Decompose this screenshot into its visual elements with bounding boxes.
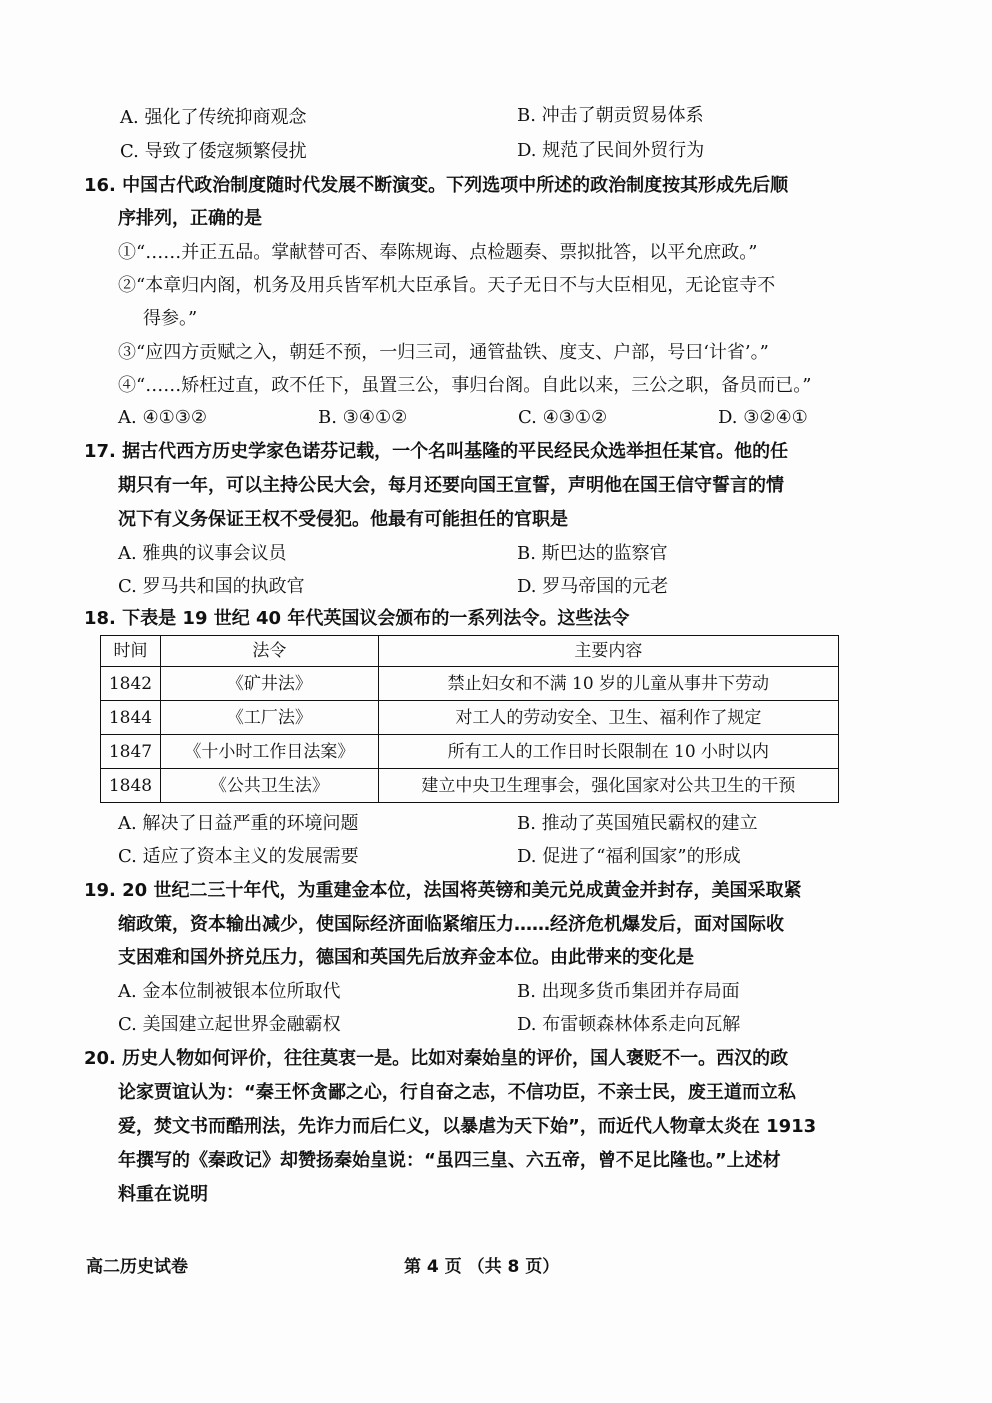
table-row [101,735,839,769]
q16-material-1: ①“……并正五品。掌献替可否、奉陈规诲、点检题奏、票拟批答，以平允庶政。” [118,242,758,263]
q16-option-a: A. ④①③② [118,407,207,428]
table-cell-law: 《十小时工作日法案》 [160,735,378,769]
q16-material-2-cont: 得参。” [143,308,198,329]
q20-stem-line-1: 20. 历史人物如何评价，往往莫衷一是。比如对秦始皇的评价，国人褒贬不一。西汉的政 [84,1048,789,1069]
q20-stem-line-2: 论家贾谊认为：“秦王怀贪鄙之心，行自奋之志，不信功臣，不亲士民，废王道而立私 [118,1082,796,1103]
q20-stem-line-5: 料重在说明 [118,1184,208,1205]
q17-option-a: A. 雅典的议事会议员 [118,543,287,564]
q19-stem-line-1: 19. 20 世纪二三十年代，为重建金本位，法国将英镑和美元兑成黄金并封存，美国采取紧 [84,880,802,901]
table-cell-law: 《公共卫生法》 [160,769,378,803]
table-header-cell: 法令 [160,636,378,667]
q18-option-d: D. 促进了“福利国家”的形成 [517,846,741,867]
q17-stem-line-2: 期只有一年，可以主持公民大会，每月还要向国王宣誓，声明他在国王信守誓言的情 [118,475,784,496]
q15-option-c: C. 导致了倭寇频繁侵扰 [120,141,307,162]
table-header-row [101,636,839,667]
q18-option-c: C. 适应了资本主义的发展需要 [118,846,359,867]
q19-option-a: A. 金本位制被银本位所取代 [118,981,341,1002]
q17-option-d: D. 罗马帝国的元老 [517,576,669,597]
q19-option-c: C. 美国建立起世界金融霸权 [118,1014,341,1035]
table-cell-year: 1844 [101,701,161,735]
q16-material-2: ②“本章归内阁，机务及用兵皆军机大臣承旨。天子无日不与大臣相见，无论宦寺不 [118,275,776,296]
table-cell-year: 1842 [101,667,161,701]
table-header-cell: 时间 [101,636,161,667]
q15-option-d: D. 规范了民间外贸行为 [517,140,705,161]
table-cell-law: 《工厂法》 [160,701,378,735]
table-cell-content: 建立中央卫生理事会，强化国家对公共卫生的干预 [378,769,838,803]
table-header-cell: 主要内容 [378,636,838,667]
q20-stem-line-4: 年撰写的《秦政记》却赞扬秦始皇说：“虽四三皇、六五帝，曾不足比隆也。”上述材 [118,1150,781,1171]
q16-option-b: B. ③④①② [318,407,408,428]
q16-material-3: ③“应四方贡赋之入，朝廷不预，一归三司，通管盐铁、度支、户部，号曰‘计省’。” [118,342,769,363]
q15-option-b: B. 冲击了朝贡贸易体系 [517,105,704,126]
table-row [101,667,839,701]
q18-option-b: B. 推动了英国殖民霸权的建立 [517,813,758,834]
table-cell-year: 1848 [101,769,161,803]
table-cell-content: 所有工人的工作日时长限制在 10 小时以内 [378,735,838,769]
q17-stem-line-3: 况下有义务保证王权不受侵犯。他最有可能担任的官职是 [118,509,568,530]
table-row [101,701,839,735]
q19-stem-line-2: 缩政策，资本输出减少，使国际经济面临紧缩压力……经济危机爆发后，面对国际收 [118,914,784,935]
q16-option-d: D. ③②④① [718,407,808,428]
table-cell-year: 1847 [101,735,161,769]
q18-stem: 18. 下表是 19 世纪 40 年代英国议会颁布的一系列法令。这些法令 [84,608,630,629]
q18-option-a: A. 解决了日益严重的环境问题 [118,813,359,834]
laws-table [100,635,839,803]
q17-stem-line-1: 17. 据古代西方历史学家色诺芬记载，一个名叫基隆的平民经民众选举担任某官。他的任 [84,441,789,462]
q19-stem-line-3: 支困难和国外挤兑压力，德国和英国先后放弃金本位。由此带来的变化是 [118,947,694,968]
table-row [101,769,839,803]
q16-material-4: ④“……矫枉过直，政不任下，虽置三公，事归台阁。自此以来，三公之职，备员而已。” [118,375,812,396]
table-cell-content: 禁止妇女和不满 10 岁的儿童从事井下劳动 [378,667,838,701]
q19-option-b: B. 出现多货币集团并存局面 [517,981,740,1002]
q15-option-a: A. 强化了传统抑商观念 [120,107,307,128]
q17-option-c: C. 罗马共和国的执政官 [118,576,305,597]
q16-stem-line-2: 序排列，正确的是 [118,208,262,229]
q16-stem-line-1: 16. 中国古代政治制度随时代发展不断演变。下列选项中所述的政治制度按其形成先后顺 [84,175,789,196]
footer-exam-title: 高二历史试卷 [86,1257,188,1277]
table-cell-content: 对工人的劳动安全、卫生、福利作了规定 [378,701,838,735]
q17-option-b: B. 斯巴达的监察官 [517,543,668,564]
footer-page-number: 第 4 页 （共 8 页） [404,1257,560,1277]
q20-stem-line-3: 爱，焚文书而酷刑法，先诈力而后仁义，以暴虐为天下始”，而近代人物章太炎在 1913 [118,1116,817,1137]
q16-option-c: C. ④③①② [518,407,608,428]
q19-option-d: D. 布雷顿森林体系走向瓦解 [517,1014,741,1035]
table-cell-law: 《矿井法》 [160,667,378,701]
